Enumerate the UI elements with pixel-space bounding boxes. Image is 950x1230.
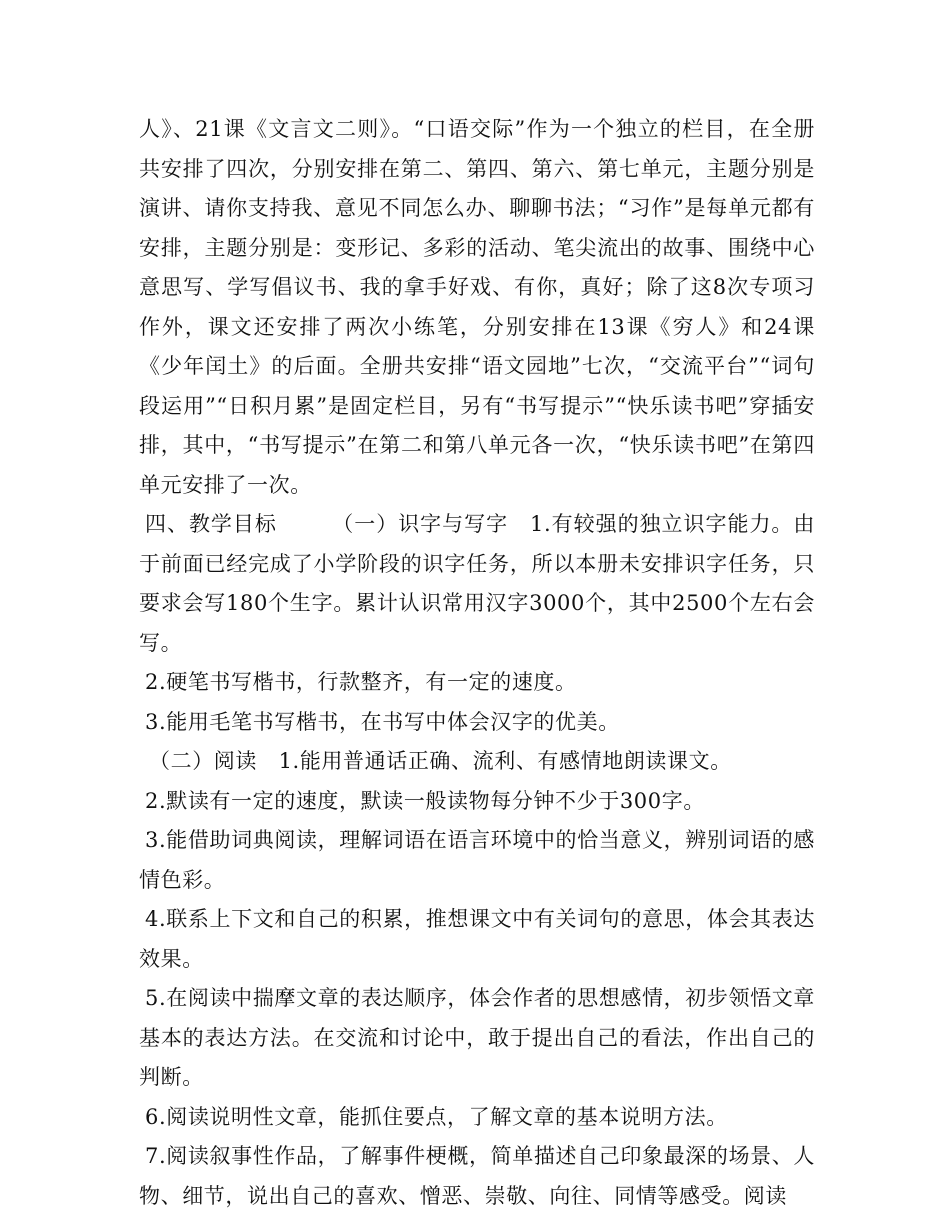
paragraph-reading-goal-2: 2.默读有一定的速度，默读一般读物每分钟不少于300字。 [145, 788, 705, 813]
paragraph-reading-goal-7: 7.阅读叙事性作品，了解事件梗概，简单描述自己印象最深的场景、人物、细节，说出自己的喜欢、憎恶、崇敬、向往、同情等感受。阅读 [139, 1144, 815, 1208]
paragraph-reading-goal-5: 5.在阅读中揣摩文章的表达顺序，体会作者的思想感情，初步领悟文章基本的表达方法。在交流和讨论中，敢于提出自己的看法，作出自己的判断。 [139, 986, 815, 1089]
paragraph-reading-goal-1: （二）阅读 1.能用普通话正确、流利、有感情地朗读课文。 [149, 749, 732, 773]
paragraph-reading-goal-4: 4.联系上下文和自己的积累，推想课文中有关词句的意思，体会其表达效果。 [139, 907, 815, 971]
paragraph-reading-goal-6: 6.阅读说明性文章，能抓住要点，了解文章的基本说明方法。 [145, 1104, 728, 1129]
document-page [139, 110, 815, 1216]
paragraph-curriculum-arrangement: 人》、21课《文言文二则》。“口语交际”作为一个独立的栏目，在全册共安排了四次，分别安排在第二、第四、第六、第七单元，主题分别是演讲、请你支持我、意见不同怎么办、聊聊书法；“习作”是每单元都有安排，主题分别是：变形记、多彩的活动、笔尖流出的故事、围绕中心意思写、学写倡议书、我的拿手好戏、有你，真好；除了这8次专项习作外，课文还安排了两次小练笔，分别安排在13课《穷人》和24课《少年闰土》的后面。全册共安排“语文园地”七次，“交流平台”“词句段运用”“日积月累”是固定栏目，另有“书写提示”“快乐读书吧”穿插安排，其中，“书写提示”在第二和第八单元各一次，“快乐读书吧”在第四单元安排了一次。 [139, 117, 815, 497]
paragraph-goal-hard-pen: 2.硬笔书写楷书，行款整齐，有一定的速度。 [145, 670, 577, 694]
paragraph-teaching-goals-literacy: 四、教学目标 （一）识字与写字 1.有较强的独立识字能力。由于前面已经完成了小学阶段的识字任务，所以本册未安排识字任务，只要求会写180个生字。累计认识常用汉字3000个，其中2500个左右会写。 [139, 512, 815, 655]
paragraph-goal-brush-pen: 3.能用毛笔书写楷书，在书写中体会汉字的优美。 [145, 709, 620, 734]
paragraph-reading-goal-3: 3.能借助词典阅读，理解词语在语言环境中的恰当意义，辨别词语的感情色彩。 [139, 828, 815, 892]
